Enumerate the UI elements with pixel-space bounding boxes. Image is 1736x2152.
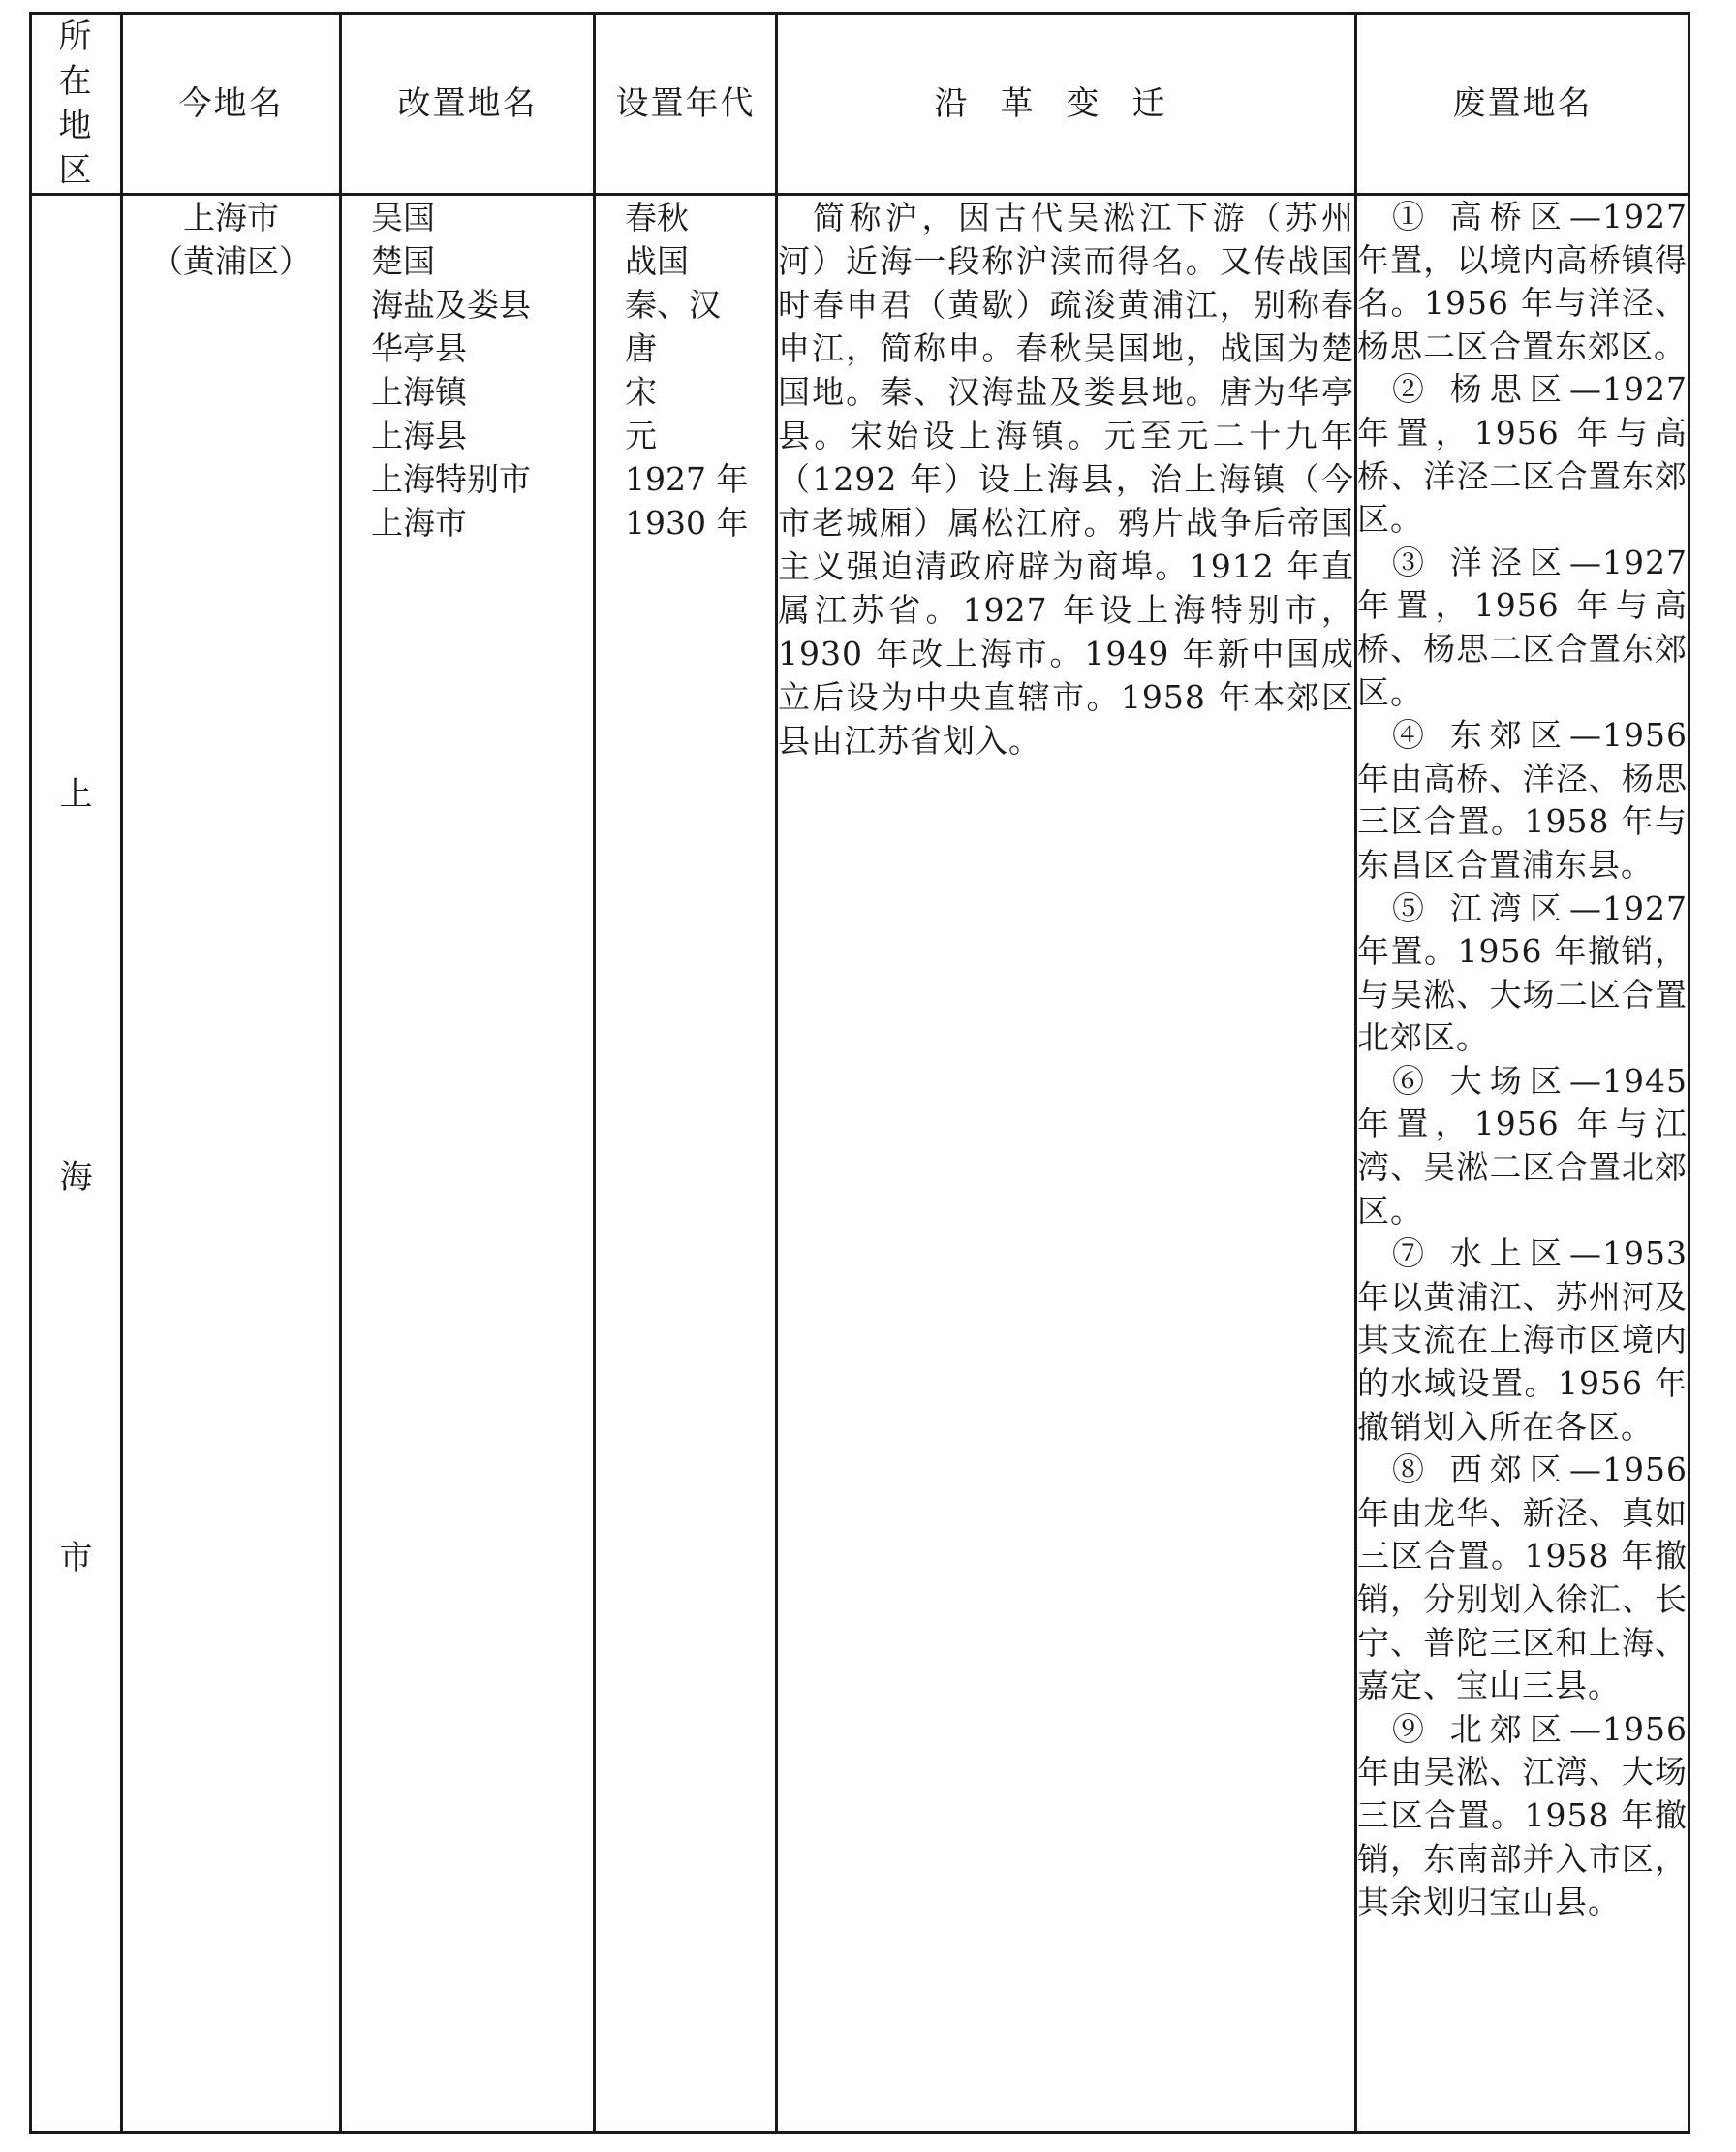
header-abolished: 废置地名 [1356,14,1690,195]
abolished-entry: ⑧ 西郊区—1956 年由龙华、新泾、真如三区合置。1958 年撤销，分别划入徐汇、长宁、普陀三区和上海、嘉定、宝山三县。 [1357,1450,1688,1705]
era-item: 秦、汉 [625,286,721,324]
abolished-entry: ① 高桥区—1927 年置，以境内高桥镇得名。1956 年与洋泾、杨思二区合置东郊区。 [1357,198,1688,365]
era-item: 元 [625,417,657,454]
era-item: 1930 年 [625,504,749,542]
history-text: 简称沪，因古代吴淞江下游（苏州河）近海一段称沪渎而得名。又传战国时春申君（黄歇）疏浚黄浦江，别称春申江，简称申。春秋吴国地，战国为楚国地。秦、汉海盐及娄县地。唐为华亭县。宋始设上海镇。元至元二十九年（1292 年）设上海县，治上海镇（今市老城厢）属松江府。鸦片战争后帝国主义强迫清政府辟为商埠。1912 年直属江苏省。1927 年设上海特别市，1930 年改上海市。1949 年新中国成立后设为中央直辖市。1958 年本郊区县由江苏省划入。 [778,199,1354,760]
header-era: 设置年代 [595,14,777,195]
abolished-entry: ④ 东郊区—1956 年由高桥、洋泾、杨思三区合置。1958 年与东昌区合置浦东县。 [1357,716,1688,884]
era-item: 1927 年 [625,460,749,498]
abolished-entry: ② 杨思区—1927 年置，1956 年与高桥、洋泾二区合置东郊区。 [1357,370,1688,539]
header-region: 所在地区 [31,14,122,195]
abolished-entry: ③ 洋泾区—1927 年置，1956 年与高桥、杨思二区合置东郊区。 [1357,543,1688,711]
renamed-item: 上海市 [371,504,467,542]
era-item: 春秋 [625,199,689,236]
today-name: 上海市 [183,199,279,236]
abolished-cell [1356,195,1690,2133]
era-item: 战国 [625,242,689,280]
renamed-cell [341,195,595,2133]
renamed-item: 上海镇 [371,373,467,411]
header-today-name: 今地名 [122,14,341,195]
table-row [31,195,1690,2133]
abolished-entry: ⑦ 水上区—1953 年以黄浦江、苏州河及其支流在上海市区境内的水域设置。1956 年撤销划入所在各区。 [1357,1234,1688,1446]
gazetteer-table [29,12,1690,2134]
renamed-item: 华亭县 [371,329,467,367]
era-item: 唐 [625,329,657,367]
region-char: 上 [59,775,93,814]
renamed-item: 楚国 [371,242,435,280]
region-char: 市 [59,1539,93,1577]
renamed-item: 海盐及娄县 [371,286,531,324]
renamed-item: 吴国 [371,199,435,236]
region-char: 海 [59,1158,93,1197]
history-cell [777,195,1356,2133]
abolished-entry: ⑨ 北郊区—1956 年由吴淞、江湾、大场三区合置。1958 年撤销，东南部并入市区，其余划归宝山县。 [1357,1709,1688,1921]
renamed-item: 上海特别市 [371,460,531,498]
today-name-cell [122,195,341,2133]
abolished-entry: ⑤ 江湾区—1927 年置。1956 年撤销，与吴淞、大场二区合置北郊区。 [1357,889,1688,1057]
today-name-district: （黄浦区） [151,242,311,280]
abolished-entry: ⑥ 大场区—1945 年置，1956 年与江湾、吴淞二区合置北郊区。 [1357,1061,1688,1230]
region-cell [31,195,122,2133]
era-item: 宋 [625,373,657,411]
header-renamed: 改置地名 [341,14,595,195]
header-history: 沿革变迁 [777,14,1356,195]
header-row [31,14,1690,195]
era-cell [595,195,777,2133]
renamed-item: 上海县 [371,417,467,454]
